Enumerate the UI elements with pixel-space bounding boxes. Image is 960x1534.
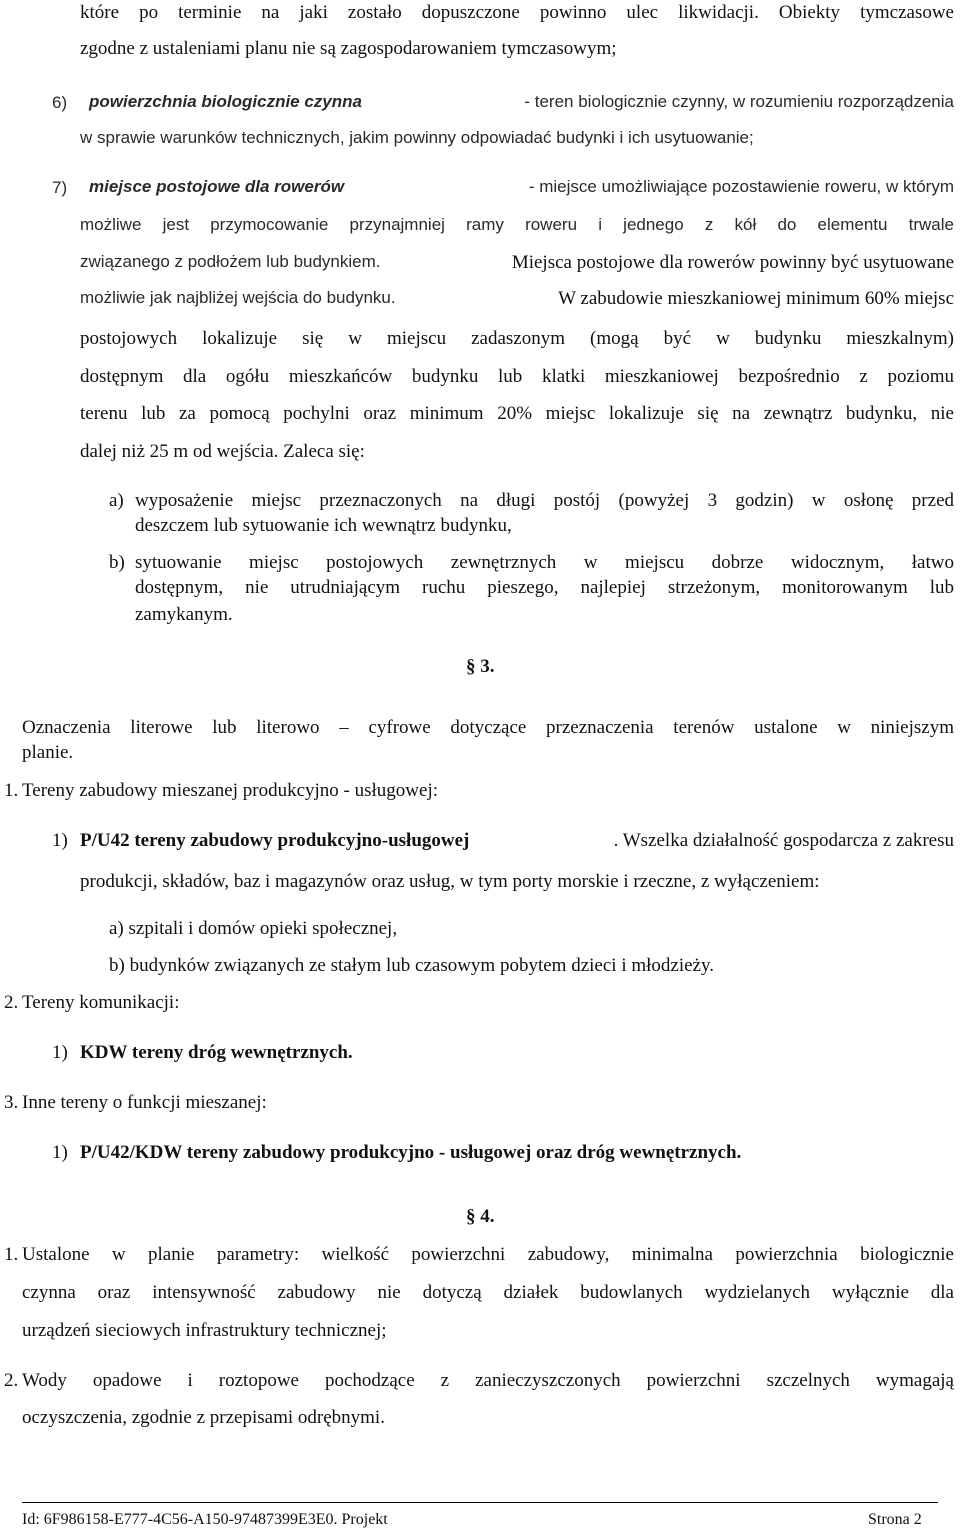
text-line: urządzeń sieciowych infrastruktury technicznej; <box>22 1320 387 1341</box>
text-line: Tereny komunikacji: <box>22 992 180 1013</box>
list-letter: a) <box>109 490 124 511</box>
list-letter: b) <box>109 552 125 573</box>
document-id: Id: 6F986158-E777-4C56-A150-97487399E3E0. Projekt <box>22 1511 388 1528</box>
text-line: zgodne z ustaleniami planu nie są zagospodarowaniem tymczasowym; <box>80 38 617 59</box>
text-line: deszczem lub sytuowanie ich wewnątrz budynku, <box>135 515 512 536</box>
text-segment: związanego z podłożem lub budynkiem. <box>80 252 381 271</box>
definition-text: - teren biologicznie czynny, w rozumieniu rozporządzenia <box>524 92 954 111</box>
text-line: Inne tereny o funkcji mieszanej: <box>22 1092 267 1113</box>
list-number: 1) <box>52 1042 68 1063</box>
text-line: Ustalone w planie parametry: wielkość powierzchni zabudowy, minimalna powierzchnia biologicznie <box>22 1244 954 1265</box>
list-number: 3. <box>4 1092 19 1113</box>
text-line: planie. <box>22 742 74 763</box>
list-number: 2. <box>4 992 19 1013</box>
list-number: 2. <box>4 1370 19 1391</box>
text-line: Wody opadowe i roztopowe pochodzące z zanieczyszczonych powierzchni szczelnych wymagają <box>22 1370 954 1391</box>
definition-line <box>89 92 954 112</box>
list-number: 1) <box>52 1142 68 1163</box>
zone-designation: P/U42/KDW tereny zabudowy produkcyjno - usługowej oraz dróg wewnętrznych. <box>80 1142 742 1163</box>
text-line: wyposażenie miejsc przeznaczonych na długi postój (powyżej 3 godzin) w osłonę przed <box>135 490 954 511</box>
zone-designation: P/U42 tereny zabudowy produkcyjno-usługowej <box>80 830 470 851</box>
section-heading: § 4. <box>466 1206 495 1227</box>
text-line: dostępnym dla ogółu mieszkańców budynku lub klatki mieszkaniowej bezpośrednio z poziomu <box>80 366 954 387</box>
definition-term: powierzchnia biologicznie czynna <box>89 92 362 111</box>
text-line: b) budynków związanych ze stałym lub czasowym pobytem dzieci i młodzieży. <box>109 955 714 976</box>
definition-line <box>89 177 954 197</box>
list-number: 1. <box>4 1244 19 1265</box>
list-number: 7) <box>52 178 68 197</box>
text-line: Oznaczenia literowe lub literowo – cyfrowe dotyczące przeznaczenia terenów ustalone w niniejszym <box>22 717 954 738</box>
footer-divider <box>22 1502 938 1503</box>
text-line: w sprawie warunków technicznych, jakim powinny odpowiadać budynki i ich usytuowanie; <box>80 128 754 147</box>
list-number: 1) <box>52 830 68 851</box>
text-line: sytuowanie miejsc postojowych zewnętrznych w miejscu dobrze widocznym, łatwo <box>135 552 954 573</box>
text-line: które po terminie na jaki zostało dopuszczone powinno ulec likwidacji. Obiekty tymczasowe <box>80 2 954 23</box>
list-number: 1. <box>4 780 19 801</box>
text-line: czynna oraz intensywność zabudowy nie dotyczą działek budowlanych wydzielanych wyłącznie dla <box>22 1282 954 1303</box>
text-line: dostępnym, nie utrudniającym ruchu pieszego, najlepiej strzeżonym, monitorowanym lub <box>135 577 954 598</box>
text-line: Tereny zabudowy mieszanej produkcyjno - usługowej: <box>22 780 439 801</box>
text-line <box>80 288 954 310</box>
text-line: oczyszczenia, zgodnie z przepisami odrębnymi. <box>22 1407 385 1428</box>
page-number: Strona 2 <box>868 1511 922 1528</box>
text-line: możliwe jest przymocowanie przynajmniej ramy roweru i jednego z kół do elementu trwale <box>80 215 954 234</box>
section-heading: § 3. <box>466 656 495 677</box>
text-line <box>80 252 954 274</box>
text-line: zamykanym. <box>135 604 233 625</box>
text-segment: możliwie jak najbliżej wejścia do budynku. <box>80 288 396 307</box>
text-line <box>80 830 954 852</box>
text-line: produkcji, składów, baz i magazynów oraz usług, w tym porty morskie i rzeczne, z wyłączeniem: <box>80 871 820 892</box>
text-line: a) szpitali i domów opieki społecznej, <box>109 918 398 939</box>
list-number: 6) <box>52 93 68 112</box>
text-line: dalej niż 25 m od wejścia. Zaleca się: <box>80 441 365 462</box>
text-segment: W zabudowie mieszkaniowej minimum 60% miejsc <box>558 288 954 309</box>
definition-text: - miejsce umożliwiające pozostawienie roweru, w którym <box>528 177 954 196</box>
text-line: postojowych lokalizuje się w miejscu zadaszonym (mogą być w budynku mieszkalnym) <box>80 328 954 349</box>
zone-designation: KDW tereny dróg wewnętrznych. <box>80 1042 353 1063</box>
text-segment: Miejsca postojowe dla rowerów powinny być usytuowane <box>511 252 954 273</box>
text-segment: . Wszelka działalność gospodarcza z zakresu <box>613 830 954 851</box>
definition-term: miejsce postojowe dla rowerów <box>89 177 345 196</box>
text-line: terenu lub za pomocą pochylni oraz minimum 20% miejsc lokalizuje się na zewnątrz budynku, nie <box>80 403 954 424</box>
